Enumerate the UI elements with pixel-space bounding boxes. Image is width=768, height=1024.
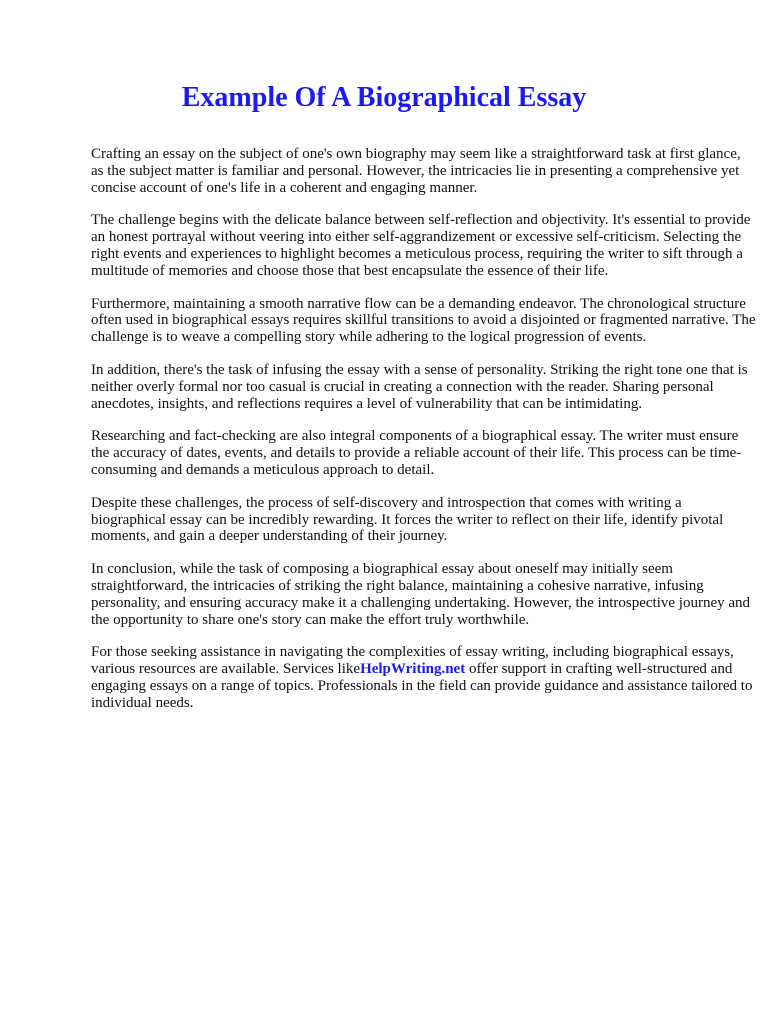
paragraph-1: Crafting an essay on the subject of one's own biography may seem like a straightforward task at first glance, as the subject matter is familiar and personal. However, the intricacies lie in presenting a comprehensive yet concise account of one's life in a coherent and engaging manner.	[91, 146, 741, 196]
paragraph-8-before-link: For those seeking assistance in navigating the complexities of essay writing, including biographical essays, various resources are available. Services like	[91, 644, 734, 678]
paragraph-2: The challenge begins with the delicate balance between self-reflection and objectivity. It's essential to provide an honest portrayal without veering into either self-aggrandizement or excessive self-criticism. Selecting the right events and experiences to highlight becomes a meticulous process, requiring the writer to sift through a multitude of memories and choose those that best encapsulate the essence of their life.	[91, 212, 751, 279]
page-title: Example Of A Biographical Essay	[181, 82, 587, 113]
paragraph-8-after-link: offer support in crafting well-structured and engaging essays on a range of topics. Professionals in the field can provide guidance and assistance tailored to individual needs.	[91, 661, 753, 711]
paragraph-6: Despite these challenges, the process of self-discovery and introspection that comes with writing a biographical essay can be incredibly rewarding. It forces the writer to reflect on their life, identify pivotal moments, and gain a deeper understanding of their journey.	[91, 494, 724, 545]
paragraph-8	[91, 644, 756, 711]
paragraph-3: Furthermore, maintaining a smooth narrative flow can be a demanding endeavor. The chronological structure often used in biographical essays requires skillful transitions to avoid a disjointed or fragmented narrative. The challenge is to weave a compelling story while adhering to the logical progression of events.	[91, 295, 756, 346]
paragraph-4: In addition, there's the task of infusing the essay with a sense of personality. Striking the right tone one that is neither overly formal nor too casual is crucial in creating a connection with the reader. Sharing personal anecdotes, insights, and reflections requires a level of vulnerability that can be intimidating.	[91, 361, 748, 412]
paragraph-5: Researching and fact-checking are also integral components of a biographical essay. The writer must ensure the accuracy of dates, events, and details to provide a reliable account of their life. This process can be time-consuming and demands a meticulous approach to detail.	[91, 428, 742, 478]
essay-body	[91, 146, 756, 728]
helpwriting-link[interactable]: HelpWriting.net	[360, 661, 466, 678]
paragraph-7: In conclusion, while the task of composing a biographical essay about oneself may initially seem straightforward, the intricacies of striking the right balance, maintaining a cohesive narrative, infusing personality, and ensuring accuracy make it a challenging undertaking. However, the introspective journey and the opportunity to share one's story can make the effort truly worthwhile.	[91, 561, 751, 628]
